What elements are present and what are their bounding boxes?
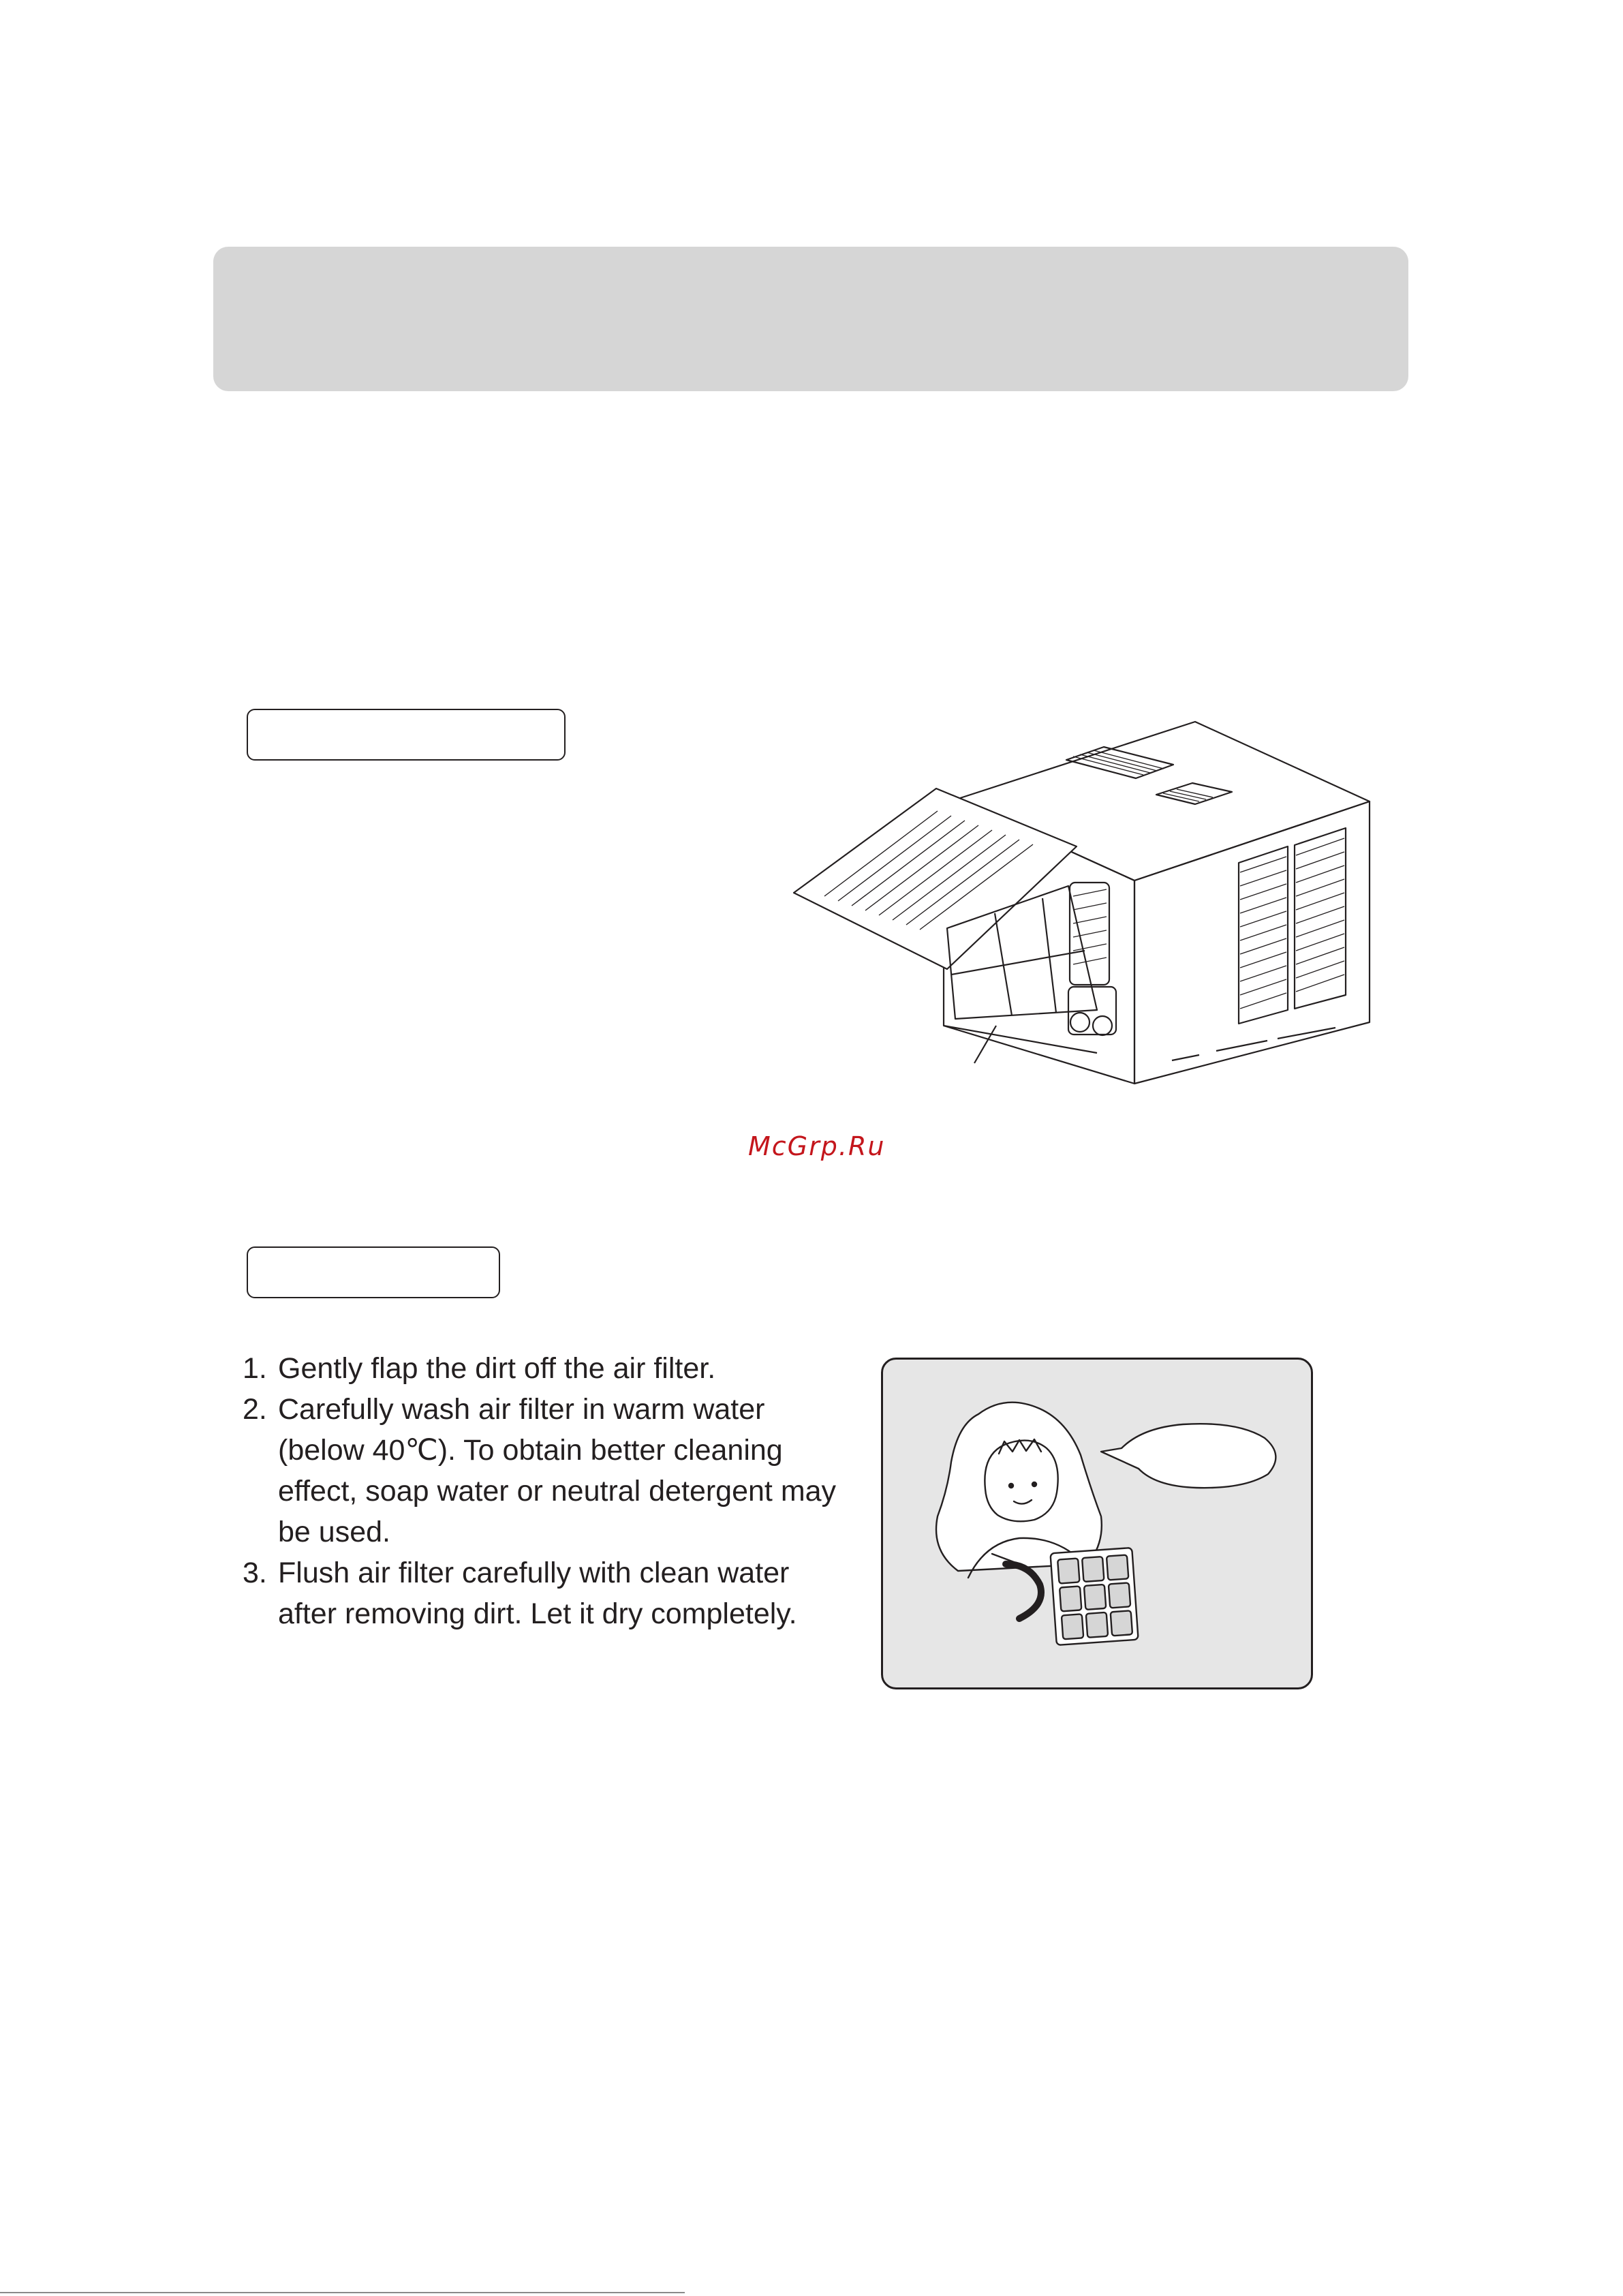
step-number: 1. (243, 1352, 267, 1385)
speech-bubble (1101, 1424, 1276, 1488)
section-label-box-removal (247, 709, 566, 761)
water-hose (1006, 1564, 1041, 1619)
cleaning-instructions-list (243, 1348, 856, 1634)
list-item (243, 1552, 856, 1634)
watermark: McGrp.Ru (748, 1131, 886, 1161)
top-vent-1 (1066, 747, 1173, 778)
top-vent-2 (1156, 783, 1232, 804)
air-conditioner-illustration (777, 716, 1390, 1097)
list-item (243, 1389, 856, 1552)
step-number: 3. (243, 1557, 267, 1589)
side-louver-2 (1295, 828, 1346, 1009)
step-text: Flush air filter carefully with clean water after removing dirt. Let it dry completely. (278, 1557, 797, 1630)
step-number: 2. (243, 1393, 267, 1426)
side-louver-1 (1239, 846, 1288, 1024)
page-footer-rule (0, 2292, 685, 2293)
cabinet-side (1134, 801, 1370, 1084)
front-grille-open (794, 789, 1077, 969)
girl-washing-filter-illustration (883, 1360, 1311, 1687)
step-text: Gently flap the dirt off the air filter. (278, 1352, 716, 1385)
list-item (243, 1348, 856, 1389)
section-label-box-cleaning (247, 1246, 500, 1298)
section-header-band (213, 247, 1408, 391)
cleaning-illustration-panel (881, 1358, 1313, 1689)
face (985, 1441, 1057, 1522)
step-text: Carefully wash air filter in warm water (below 40℃). To obtain better cleaning effect, soap water or neutral detergent may be used. (278, 1393, 837, 1548)
